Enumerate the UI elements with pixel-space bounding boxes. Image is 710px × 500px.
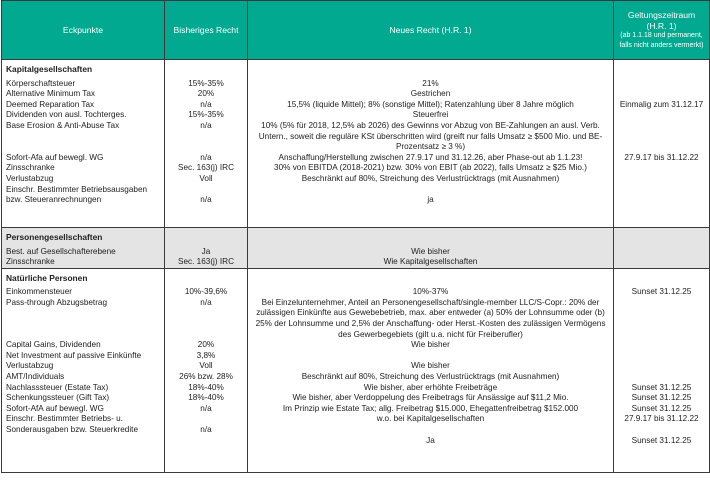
header-geltungszeitraum-note: (ab 1.1.18 und permanent, falls nicht anders vermerkt)	[619, 32, 704, 49]
period-value: Sunset 31.12.25	[631, 393, 692, 403]
old-value: 15%-35%	[188, 110, 224, 120]
old-value: 15%-35%	[188, 78, 224, 88]
old-value: n/a	[200, 403, 212, 413]
old-value: n/a	[200, 195, 212, 205]
header-geltungszeitraum-title2: (H.R. 1)	[646, 20, 677, 31]
old-value: Voll	[199, 173, 213, 183]
section-title: Kapitalgesellschaften	[6, 64, 93, 74]
item-label: Verlustabzug	[6, 361, 54, 371]
old-value: n/a	[200, 120, 212, 130]
header-geltungszeitraum	[614, 1, 710, 60]
new-value: Bei Einzelunternehmer, Anteil an Personengesellschaft/single-member LLC/S-Copr.: 20% der zulässigen Einkünfte aus Gewebebetrieb, max. aber entweder (a) 50% der Lohnsumme oder (b) 25% der Lohnsumme und 2,5% der Anschaffung- oder Herst.-Kosten des zulässigen Vermögens des Gewerbegebiets (gilt u.a. nicht für Freiberufler)	[255, 297, 606, 339]
period-value: Sunset 31.12.25	[631, 435, 692, 445]
new-value: Steuerfrei	[412, 110, 449, 120]
old-value: Sec. 163(j) IRC	[178, 163, 234, 173]
item-label: Nachlasssteuer (Estate Tax)	[6, 382, 109, 392]
old-value: 18%-40%	[188, 382, 224, 392]
old-value: 20%	[197, 89, 215, 99]
new-value: Wie Kapitalgesellschaften	[383, 257, 478, 267]
eckpunkte-cell	[2, 268, 165, 472]
old-value: 18%-40%	[188, 393, 224, 403]
old-value: Sec. 163(j) IRC	[178, 257, 234, 267]
new-value: Wie bisher	[411, 361, 450, 371]
new-value: 30% von EBITDA (2018-2021) bzw. 30% von EBIT (ab 2022), falls Umsatz ≥ $25 Mio.)	[274, 163, 587, 173]
item-label: Pass-through Abzugsbetrag	[6, 297, 108, 307]
new-value: 21%	[422, 78, 439, 88]
period-value: Sunset 31.12.25	[631, 403, 692, 413]
item-label: Schenkungssteuer (Gift Tax)	[6, 393, 110, 403]
header-eckpunkte: Eckpunkte	[2, 1, 165, 60]
old-value: n/a	[200, 425, 212, 434]
old-value: n/a	[200, 99, 212, 109]
old-value: 10%-39,6%	[184, 287, 228, 297]
section-title: Personengesellschaften	[6, 231, 103, 242]
item-label: Zinsschranke	[6, 257, 55, 267]
item-label: Verlustabzug	[6, 173, 54, 183]
old-value: Ja	[201, 246, 211, 256]
section-natuerliche-personen	[2, 268, 710, 472]
old-value: 3,8%	[196, 350, 216, 360]
item-label: Sonderausgaben bzw. Steuerkredite	[6, 425, 138, 434]
item-label: Einkommensteuer	[6, 287, 72, 297]
old-value: Voll	[199, 361, 213, 371]
new-value: Wie bisher	[411, 246, 450, 256]
item-label: Deemed Reparation Tax	[6, 99, 95, 109]
neues-recht-cell	[248, 60, 614, 228]
old-value: n/a	[200, 297, 212, 307]
item-label: Best. auf Gesellschafterebene	[6, 246, 116, 256]
period-value: 27.9.17 bis 31.12.22	[624, 152, 699, 162]
new-value: 10%-37%	[412, 287, 449, 297]
new-value: ja	[427, 195, 434, 205]
geltungszeitraum-cell	[614, 268, 710, 472]
tax-comparison-table	[1, 0, 710, 473]
new-value: 15,5% (liquide Mittel); 8% (sonstige Mittel); Ratenzahlung über 8 Jahre möglich	[287, 99, 574, 109]
item-label: Körperschaftsteuer	[6, 78, 76, 88]
section-kapitalgesellschaften	[2, 60, 710, 228]
new-value: Gestrichen	[410, 89, 451, 99]
new-value: Anschaffung/Herstellung zwischen 27.9.17 und 31.12.26, aber Phase-out ab 1.1.23!	[278, 152, 583, 162]
item-label: Sofort-Afa auf bewegl. WG	[6, 152, 104, 162]
header-bisheriges-recht: Bisheriges Recht	[165, 1, 248, 60]
new-value: 10% (5% für 2018, 12,5% ab 2026) des Gewinns vor Abzug von BE-Zahlungen an ausl. Verb. Untern., soweit die reguläre KSt überschritten wird (greift nur falls Umsatz ≥ $500 Mio. und BE-Prozentsatz ≥ 3 %)	[258, 120, 603, 152]
new-value: Wie bisher, aber Verdoppelung des Freibetrags für Ansässige auf $11,2 Mio.	[292, 393, 569, 403]
header-geltungszeitraum-title: Geltungszeitraum	[627, 9, 696, 20]
period-value: 27.9.17 bis 31.12.22	[624, 414, 699, 424]
item-label: bzw. Steueranrechnungen	[6, 195, 102, 205]
old-value: 26% bzw. 28%	[179, 372, 233, 382]
item-label: Einschr. Bestimmter Betriebs- u.	[6, 414, 123, 424]
period-value: Sunset 31.12.25	[631, 287, 692, 297]
item-label: Einschr. Bestimmter Betriebsausgaben	[6, 184, 148, 194]
bisheriges-recht-cell	[165, 268, 248, 472]
bisheriges-recht-cell	[165, 60, 248, 228]
header-neues-recht: Neues Recht (H.R. 1)	[248, 1, 614, 60]
period-value: Einmalig zum 31.12.17	[619, 99, 704, 109]
new-value: Beschränkt auf 80%, Streichung des Verlustrücktrags (mit Ausnahmen)	[301, 173, 560, 183]
new-value: Wie bisher	[411, 340, 450, 350]
item-label: Sofort-AfA auf bewegl. WG	[6, 403, 104, 413]
section-title: Natürliche Personen	[6, 272, 88, 283]
section-personengesellschaften	[2, 227, 710, 268]
item-label: Capital Gains, Dividenden	[6, 340, 101, 350]
item-label: Net Investment auf passive Einkünfte	[6, 350, 142, 360]
eckpunkte-cell	[2, 227, 165, 268]
new-value: Ja	[426, 435, 435, 445]
old-value: 20%	[197, 340, 215, 350]
new-value: Im Prinzip wie Estate Tax; allg. Freibetrag $15.000, Ehegattenfreibetrag $152.000	[282, 403, 579, 413]
new-value: Wie bisher, aber erhöhte Freibeträge	[363, 382, 498, 392]
item-label: AMT/Individuals	[6, 372, 65, 382]
bisheriges-recht-cell	[165, 227, 248, 268]
new-value: Beschränkt auf 80%, Streichung des Verlustrücktrags (mit Ausnahmen)	[301, 372, 560, 382]
item-label: Zinsschranke	[6, 163, 55, 173]
old-value: n/a	[200, 152, 212, 162]
neues-recht-cell	[248, 268, 614, 472]
geltungszeitraum-cell	[614, 227, 710, 268]
item-label: Base Erosion & Anti-Abuse Tax	[6, 120, 120, 130]
neues-recht-cell	[248, 227, 614, 268]
period-value: Sunset 31.12.25	[631, 382, 692, 392]
item-label: Alternative Minimum Tax	[6, 89, 96, 99]
item-label: Dividenden von ausl. Tochterges.	[6, 110, 127, 120]
geltungszeitraum-cell	[614, 60, 710, 228]
new-value: w.o. bei Kapitalgesellschaften	[376, 414, 485, 424]
header-row	[2, 1, 710, 60]
eckpunkte-cell	[2, 60, 165, 228]
